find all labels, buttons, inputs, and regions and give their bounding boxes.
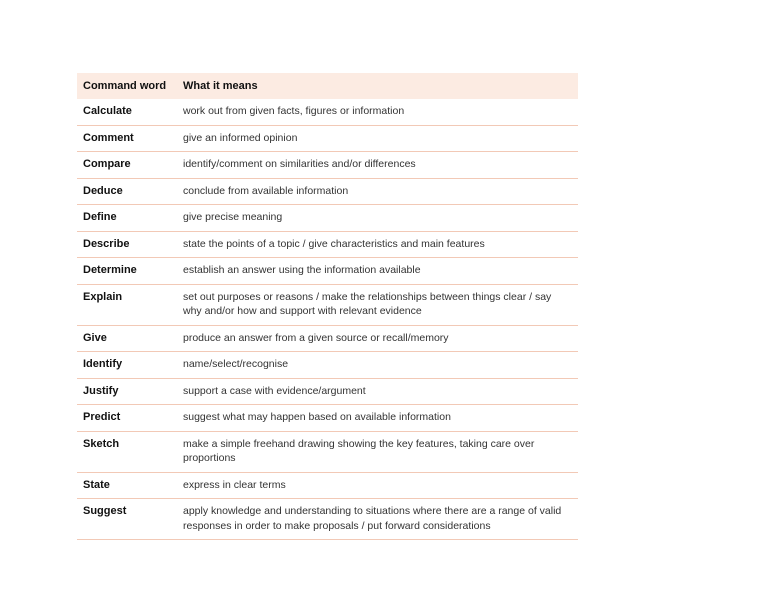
command-word: Define	[77, 205, 177, 232]
command-word: State	[77, 472, 177, 499]
table-row	[77, 405, 578, 432]
command-words-table	[77, 73, 578, 540]
table-row	[77, 352, 578, 379]
command-meaning: give precise meaning	[177, 205, 578, 232]
table-row	[77, 431, 578, 472]
command-word: Comment	[77, 125, 177, 152]
command-word: Identify	[77, 352, 177, 379]
table-row	[77, 231, 578, 258]
command-meaning: establish an answer using the information available	[177, 258, 578, 285]
command-meaning: make a simple freehand drawing showing the key features, taking care over proportions	[177, 431, 578, 472]
column-header-command-word: Command word	[77, 73, 177, 99]
command-meaning: name/select/recognise	[177, 352, 578, 379]
table-row	[77, 205, 578, 232]
command-word: Give	[77, 325, 177, 352]
command-word: Determine	[77, 258, 177, 285]
table-row	[77, 472, 578, 499]
command-word: Predict	[77, 405, 177, 432]
command-meaning: conclude from available information	[177, 178, 578, 205]
command-word: Calculate	[77, 99, 177, 125]
command-meaning: produce an answer from a given source or recall/memory	[177, 325, 578, 352]
command-meaning: work out from given facts, figures or information	[177, 99, 578, 125]
command-word: Deduce	[77, 178, 177, 205]
table-row	[77, 499, 578, 540]
command-word: Suggest	[77, 499, 177, 540]
table-row	[77, 178, 578, 205]
table-row	[77, 125, 578, 152]
table-row	[77, 258, 578, 285]
command-word: Sketch	[77, 431, 177, 472]
table-row	[77, 152, 578, 179]
command-meaning: apply knowledge and understanding to situations where there are a range of valid responses in order to make proposals / put forward considerations	[177, 499, 578, 540]
command-meaning: state the points of a topic / give characteristics and main features	[177, 231, 578, 258]
command-word: Compare	[77, 152, 177, 179]
table-row	[77, 325, 578, 352]
table-row	[77, 378, 578, 405]
table-row	[77, 99, 578, 125]
column-header-meaning: What it means	[177, 73, 578, 99]
command-meaning: express in clear terms	[177, 472, 578, 499]
command-meaning: give an informed opinion	[177, 125, 578, 152]
command-meaning: identify/comment on similarities and/or differences	[177, 152, 578, 179]
command-word: Explain	[77, 284, 177, 325]
table-header-row	[77, 73, 578, 99]
command-meaning: set out purposes or reasons / make the relationships between things clear / say why and/or how and support with relevant evidence	[177, 284, 578, 325]
command-meaning: suggest what may happen based on available information	[177, 405, 578, 432]
command-word: Justify	[77, 378, 177, 405]
command-meaning: support a case with evidence/argument	[177, 378, 578, 405]
table-row	[77, 284, 578, 325]
command-word: Describe	[77, 231, 177, 258]
